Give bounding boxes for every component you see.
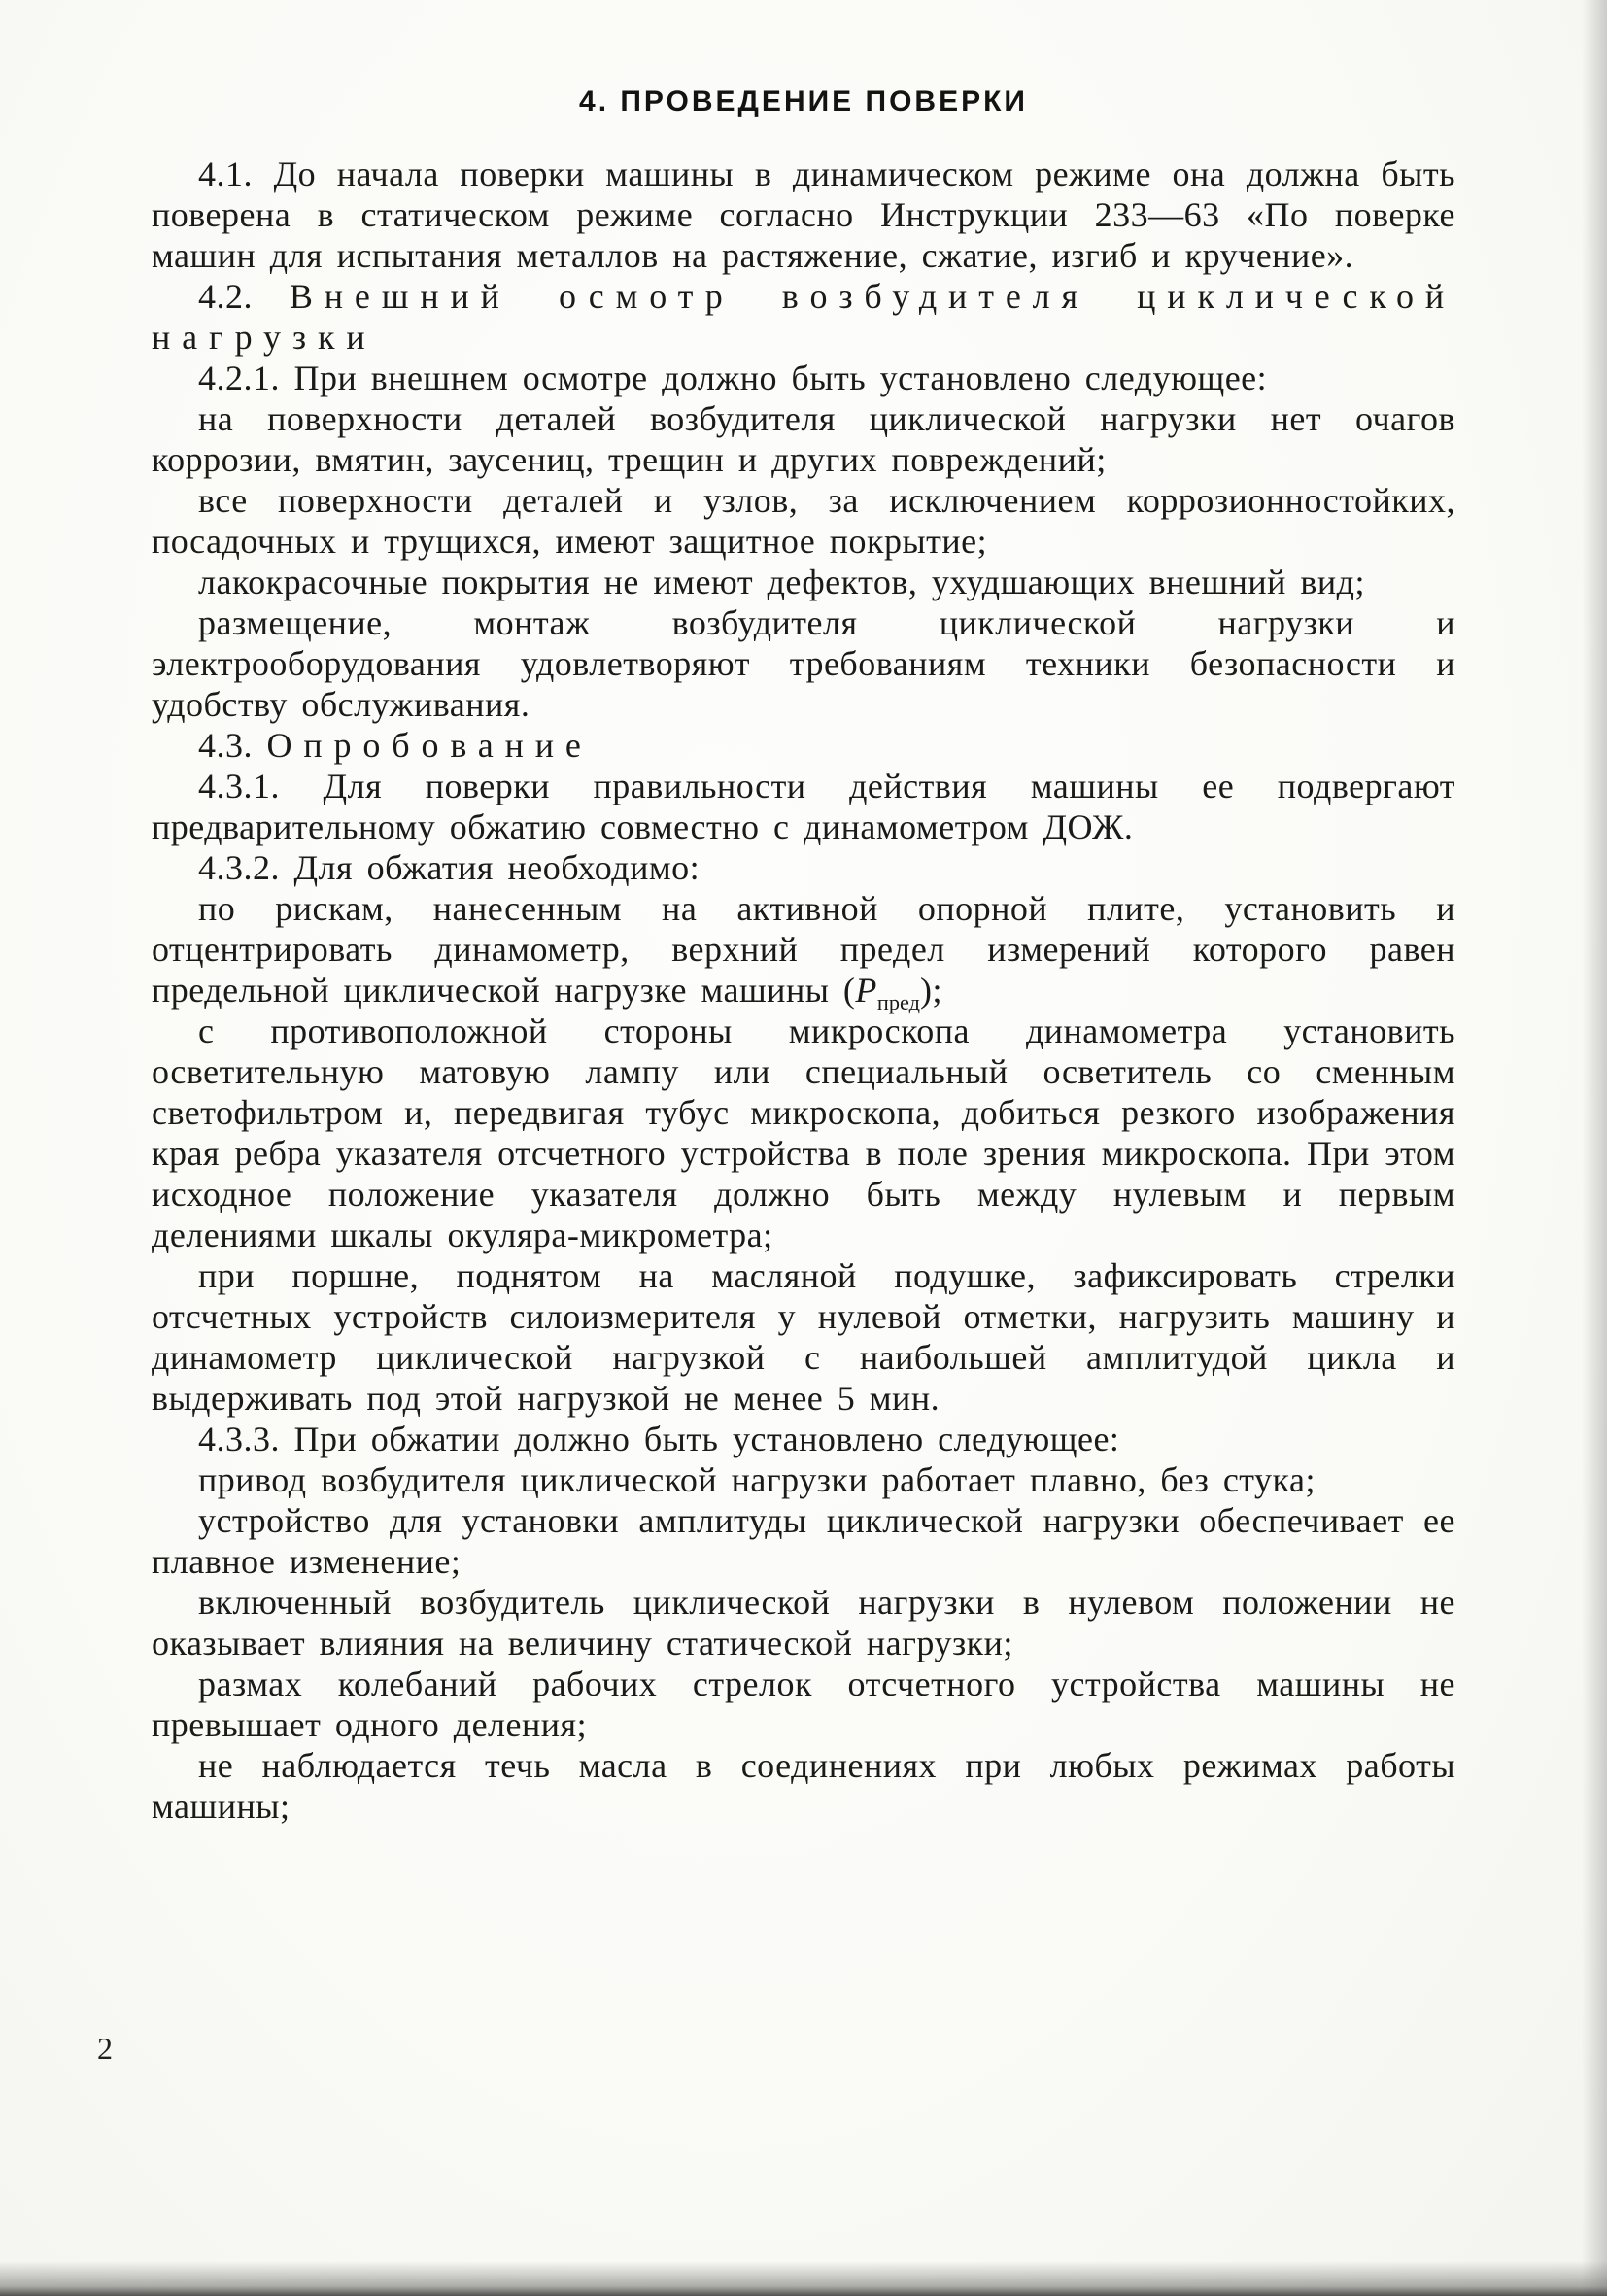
paragraph [152, 398, 1455, 480]
paragraph-text: Опробование [266, 726, 593, 765]
paragraph [152, 480, 1455, 562]
paragraph-text: не наблюдается течь масла в соединениях при любых режимах работы машины; [152, 1746, 1455, 1826]
section-title: 4. ПРОВЕДЕНИЕ ПОВЕРКИ [579, 86, 1028, 118]
paragraph-text: 4.1. До начала поверки машины в динамическом режиме она должна быть поверена в статическом режиме согласно Инструкции 233—63 «По поверке машин для испытания металлов на растяжение, сжатие, изгиб и кручение». [152, 154, 1455, 275]
paragraph-text: по рискам, нанесенным на активной опорной плите, установить и отцентрировать динамометр, верхний предел измерений которого равен предельной циклической нагрузке машины ( [152, 889, 1455, 1010]
paragraph [152, 888, 1455, 1015]
paragraph [152, 1745, 1455, 1827]
paragraph-text: Внешний осмотр возбудителя циклической нагрузки [152, 277, 1455, 357]
page-number: 2 [97, 2031, 113, 2066]
paragraph [152, 725, 1455, 766]
paragraph [152, 766, 1455, 847]
scan-edge-shadow-right [1582, 0, 1607, 2296]
paragraph [152, 1419, 1455, 1459]
paragraph [152, 276, 1455, 358]
paragraph-text: все поверхности деталей и узлов, за исключением коррозионностойких, посадочных и трущихся, имеют защитное покрытие; [152, 481, 1455, 561]
paragraph [152, 847, 1455, 888]
scan-edge-shadow-bottom [0, 2261, 1607, 2296]
paragraph [152, 1582, 1455, 1663]
paragraph [152, 154, 1455, 276]
paragraph-text: Р [855, 971, 877, 1010]
paragraph [152, 358, 1455, 398]
paragraph-text: лакокрасочные покрытия не имеют дефектов, ухудшающих внешний вид; [198, 563, 1365, 601]
paragraph-text: включенный возбудитель циклической нагрузки в нулевом положении не оказывает влияния на величину статической нагрузки; [152, 1583, 1455, 1662]
paragraph [152, 1011, 1455, 1255]
paragraph-text: устройство для установки амплитуды циклической нагрузки обеспечивает ее плавное изменение; [152, 1501, 1455, 1581]
paragraph-text: на поверхности деталей возбудителя циклической нагрузки нет очагов коррозии, вмятин, заусениц, трещин и других повреждений; [152, 399, 1455, 479]
paragraph-text: 4.3.1. Для поверки правильности действия машины ее подвергают предварительному обжатию совместно с динамометром ДОЖ. [152, 767, 1455, 846]
paragraph-text: 4.3.2. Для обжатия необходимо: [198, 848, 701, 887]
paragraphs [152, 154, 1455, 1827]
paragraph [152, 1663, 1455, 1745]
paragraph-text: 4.3.3. При обжатии должно быть установлено следующее: [198, 1420, 1120, 1458]
paragraph-text: 4.2.1. При внешнем осмотре должно быть установлено следующее: [198, 359, 1268, 397]
paragraph [152, 602, 1455, 725]
paragraph [152, 562, 1455, 602]
paragraph-text: 4.3. [198, 726, 267, 765]
paragraph [152, 1255, 1455, 1419]
paragraph [152, 1500, 1455, 1582]
page-content [152, 86, 1455, 1827]
paragraph-text: ); [919, 971, 942, 1010]
paragraph-text: 4.2. [198, 277, 290, 316]
paragraph-text: при поршне, поднятом на масляной подушке, зафиксировать стрелки отсчетных устройств силоизмерителя у нулевой отметки, нагрузить машину и динамометр циклической нагрузкой с наибольшей амплитудой цикла и выдерживать под этой нагрузкой не менее 5 мин. [152, 1256, 1455, 1418]
subscript-text: пред [876, 990, 920, 1015]
paragraph-text: размещение, монтаж возбудителя циклической нагрузки и электрооборудования удовлетворяют требованиям техники безопасности и удобству обслуживания. [152, 603, 1455, 724]
paragraph-text: размах колебаний рабочих стрелок отсчетного устройства машины не превышает одного деления; [152, 1664, 1455, 1744]
paragraph-text: привод возбудителя циклической нагрузки работает плавно, без стука; [198, 1460, 1316, 1499]
paragraph [152, 1459, 1455, 1500]
paragraph-text: с противоположной стороны микроскопа динамометра установить осветительную матовую лампу или специальный осветитель со сменным светофильтром и, передвигая тубус микроскопа, добиться резкого изображения края ребра указателя отсчетного устройства в поле зрения микроскопа. При этом исходное положение указателя должно быть между нулевым и первым делениями шкалы окуляра-микрометра; [152, 1011, 1455, 1254]
